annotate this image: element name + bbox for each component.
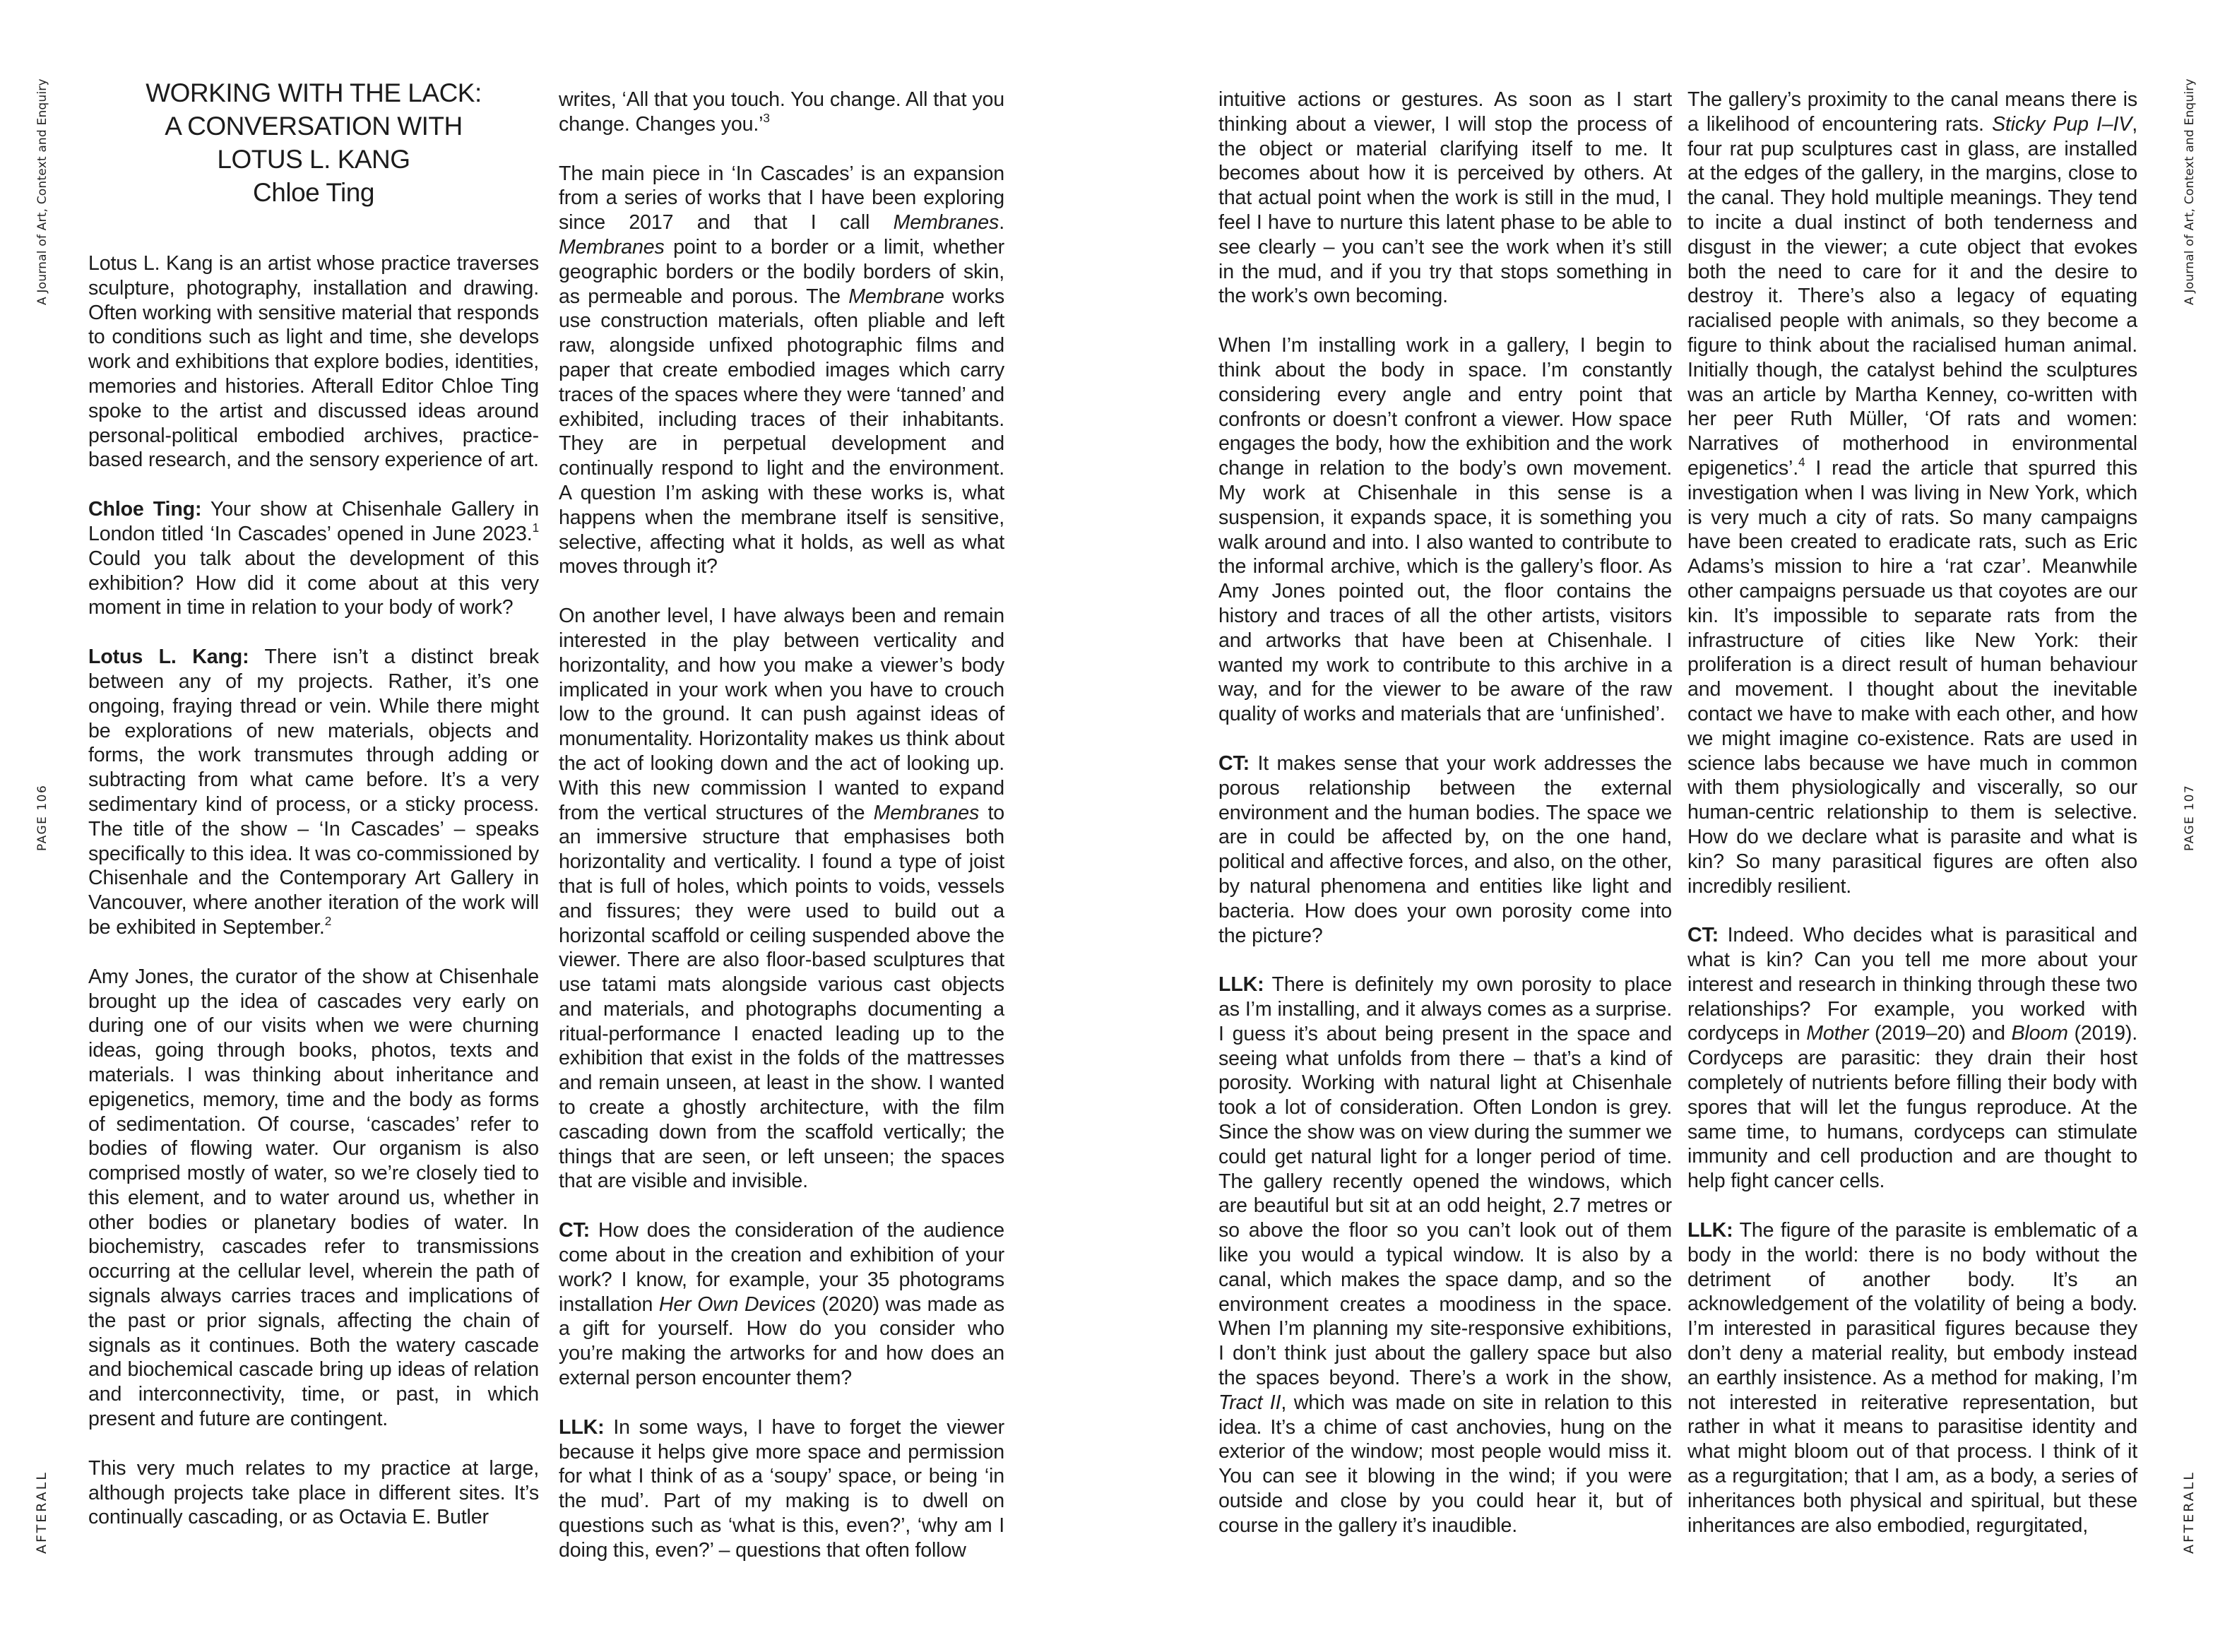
article-title-line3: LOTUS L. KANG xyxy=(217,145,410,174)
brand-mark-left: AFTERALL xyxy=(34,1470,49,1554)
page106-column1 xyxy=(88,76,539,1530)
speaker-label: CT: xyxy=(1687,924,1719,947)
paragraph-ct-q3: CT: It makes sense that your work addresses the porous relationship between the external environment and the human bodies. The space we are in could be affected by, on the one hand, political and affective forces, and also, on the other, by natural phenomena and entities like light and bacteria. How does your own porosity come into the picture? xyxy=(1218,751,1672,947)
paragraph-body: intuitive actions or gestures. As soon as I start thinking about a viewer, I will stop the process of the object or material clarifying itself to me. It becomes about how it is perceived by others. At that actual point when the work is still in the mud, I feel I have to nurture this latent phase to be able to see clearly – you can’t see the work when it’s still in the mud, and if you try that stops something in the work’s own becoming. xyxy=(1218,88,1672,308)
article-header xyxy=(88,76,539,209)
speaker-label: LLK: xyxy=(1687,1219,1733,1242)
brand-mark-right: AFTERALL xyxy=(2181,1470,2197,1554)
paragraph-ct-q1: Chloe Ting: Your show at Chisenhale Gallery in London titled ‘In Cascades’ opened in June 2023.$^1$ Could you talk about the development of this exhibition? How did it come about at this very moment in time in relation to your body of work? xyxy=(88,498,539,619)
paragraph-body: The main piece in ‘In Cascades’ is an expansion from a series of works that I have been exploring since 2017 and that I call Membranes. Membranes point to a border or a limit, whether geographic borders or the bodily borders of skin, as permeable and porous. The Membrane works use construction materials, often pliable and left raw, alongside unfixed photographic films and paper that create embodied images which carry traces of the spaces where they were ‘tanned’ and exhibited, including traces of their inhabitants. They are in perpetual development and continually respond to light and the environment. A question I’m asking with these works is, what happens when the membrane itself is sensitive, selective, affecting what it holds, as well as what moves through it? xyxy=(559,162,1004,578)
speaker-label: LLK: xyxy=(559,1415,605,1439)
page107-column2 xyxy=(1687,88,2137,1538)
paragraph-llk-a3: LLK: There is definitely my own porosity to place as I’m installing, and it always comes as a surprise. I guess it’s about being present in the space and seeing what unfolds from there – that’s a kind of porosity. Working with natural light at Chisenhale took a lot of consideration. Often London is grey. Since the show was on view during the summer we could get natural light for a longer period of time. The gallery recently opened the windows, which are beautiful but sit at an odd height, 2.7 metres or so above the floor so you can’t look out of them like you would a typical window. It is also by a canal, which makes the space damp, and so the environment creates a moodiness in the space. When I’m planning my site-responsive exhibitions, I don’t think just about the gallery space but also the spaces beyond. There’s a work in the show, Tract II, which was made on site in relation to this idea. It’s a chime of cast anchovies, hung on the exterior of the window; most people would miss it. You can see it blowing in the wind; if you were outside and close by you could hear it, but of course in the gallery it’s inaudible. xyxy=(1218,973,1672,1537)
speaker-label: Chloe Ting: xyxy=(88,498,202,521)
journal-tagline-right: A Journal of Art, Context and Enquiry xyxy=(2183,78,2197,305)
page-number-right: PAGE 107 xyxy=(2183,784,2197,851)
paragraph-ct-q2: CT: How does the consideration of the audience come about in the creation and exhibition of your work? I know, for example, your 35 photograms installation Her Own Devices (2020) was made as a gift for yourself. How do you consider who you’re making the artworks for and how does an external person encounter them? xyxy=(559,1219,1004,1390)
journal-tagline-left: A Journal of Art, Context and Enquiry xyxy=(35,78,49,305)
page-number-left: PAGE 106 xyxy=(35,784,49,851)
paragraph-ct-q4: CT: Indeed. Who decides what is parasitical and what is kin? Can you tell me more about your interest and research in thinking through these two relationships? For example, you worked with cordyceps in Mother (2019–20) and Bloom (2019). Cordyceps are parasitic: they drain their host completely of nutrients before filling their body with spores that will let the fungus reproduce. At the same time, to humans, cordyceps can stimulate immunity and cell production and are thought to help fight cancer cells. xyxy=(1687,924,2138,1193)
page107-column1 xyxy=(1218,88,1672,1538)
speaker-label: CT: xyxy=(1218,751,1250,775)
article-title-line1: WORKING WITH THE LACK: xyxy=(146,78,482,107)
paragraph-body: Amy Jones, the curator of the show at Chisenhale brought up the idea of cascades very early on during one of our visits when we were churning ideas, going through books, photos, texts and materials. I was thinking about inheritance and epigenetics, memory, time and the body as forms of sedimentation. Of course, ‘cascades’ refer to bodies of flowing water. Our organism is also comprised mostly of water, so we’re closely tied to this element, and to water around us, whether in other bodies or planetary bodies of water. In biochemistry, cascades refer to transmissions occurring at the cellular level, wherein the path of signals always carries traces and implications of the past or prior signals, affecting the chain of signals as it continues. Both the watery cascade and biochemical cascade bring up ideas of relation and interconnectivity, time, or past, in which present and future are contingent. xyxy=(88,965,539,1431)
footnote-ref-4[interactable]: 4 xyxy=(1798,454,1805,469)
paragraph-body: The gallery’s proximity to the canal means there is a likelihood of encountering rats. Sticky Pup I–IV, four rat pup sculptures cast in glass, are installed at the edges of the gallery, in the margins, close to the canal. They hold multiple meanings. They tend to incite a dual instinct of both tenderness and disgust in the viewer; a cute object that evokes both the need to care for it and the desire to destroy it. There’s also a legacy of equating racialised people with animals, so they become a figure to think about the racialised human animal. Initially though, the catalyst behind the sculptures was an article by Martha Kenney, co-written with her peer Ruth Müller, ‘Of rats and women: Narratives of motherhood in environmental epigenetics’.$^4$ I read the article that spurred this investigation when I was living in New York, which is very much a city of rats. So many campaigns have been created to eradicate rats, such as Eric Adams’s mission to hire a ‘rat czar’. Meanwhile other campaigns persuade us that coyotes are our kin. It’s impossible to separate rats from the infrastructure of cities like New York: their proliferation is a direct result of human behaviour and movement. I thought about the inevitable contact we have to make with each other, and how we might imagine co-existence. Rats are used in science labs because we have much in common with them physiologically and viscerally, so our human-centric relationship to them is selective. How do we declare what is parasite and what is kin? So many parasitical figures are often also incredibly resilient. xyxy=(1687,88,2137,898)
paragraph-body: writes, ‘All that you touch. You change. All that you change. Changes you.’$^3$ xyxy=(559,88,1004,136)
footnote-ref-3[interactable]: 3 xyxy=(763,110,770,125)
speaker-label: CT: xyxy=(559,1219,591,1242)
article-title-line2: A CONVERSATION WITH xyxy=(165,112,463,141)
paragraph-body: On another level, I have always been and remain interested in the play between verticality and horizontality, and how you make a viewer’s body implicated in your work when you have to crouch low to the ground. It can push against ideas of monumentality. Horizontality makes us think about the act of looking down and the act of looking up. With this new commission I wanted to expand from the vertical structures of the Membranes to an immersive structure that emphasises both horizontality and verticality. I found a type of joist that is full of holes, which points to voids, vessels and fissures; they were used to build out a horizontal scaffold or ceiling suspended above the viewer. There are also floor-based sculptures that use tatami mats alongside various cast objects and materials, and photographs documenting a ritual-performance I enacted leading up to the exhibition that exist in the folds of the mattresses and remain unseen, at least in the show. I wanted to create a ghostly architecture, with the film cascading down from the scaffold vertically; the things that are seen, or left unseen; the spaces that are visible and invisible. xyxy=(559,605,1004,1193)
paragraph-llk-a4: LLK: The figure of the parasite is emblematic of a body in the world: there is no body without the detriment of another body. It’s an acknowledgement of the volatility of being a body. I’m interested in parasitical figures because they don’t deny a material reality, but embody instead an earthly insistence. As a method for making, I’m not interested in reiterative representation, but rather in what it means to parasitise identity and what might bloom out of that process. I think of it as a regurgitation; that I am, as a body, a series of inheritances both physical and spiritual, but these inheritances are also embodied, regurgitated, xyxy=(1687,1219,2137,1537)
paragraph-body: When I’m installing work in a gallery, I begin to think about the body in space. I’m constantly considering every angle and entry point that confronts or doesn’t confront a viewer. How space engages the body, how the exhibition and the work change in relation to the body’s own movement. My work at Chisenhale in this sense is a suspension, it expands space, it is something you walk around and into. I also wanted to contribute to the informal archive, which is the gallery’s floor. As Amy Jones pointed out, the floor contains the history and traces of all the other artists, visitors and artworks that have been at Chisenhale. I wanted my work to contribute to this archive in a way, and for the viewer to be aware of the raw quality of works and materials that are ‘unfinished’. xyxy=(1218,334,1672,726)
page106-column2 xyxy=(559,88,1004,1563)
article-author: Chloe Ting xyxy=(253,178,374,207)
footnote-ref-1[interactable]: 1 xyxy=(532,520,539,535)
speaker-label: LLK: xyxy=(1218,973,1264,997)
article-intro: Lotus L. Kang is an artist whose practice traverses sculpture, photography, installation and drawing. Often working with sensitive material that responds to conditions such as light and time, she develops work and exhibitions that explore bodies, identities, memories and histories. Afterall Editor Chloe Ting spoke to the artist and discussed ideas around personal-political embodied archives, practice-based research, and the sensory experience of art. xyxy=(88,252,539,472)
speaker-label: Lotus L. Kang: xyxy=(88,646,249,669)
paragraph-body: This very much relates to my practice at large, although projects take place in different sites. It’s continually cascading, or as Octavia E. Butler xyxy=(88,1456,539,1529)
paragraph-llk-a1: Lotus L. Kang: There isn’t a distinct break between any of my projects. Rather, it’s one ongoing, fraying thread or vein. While there might be explorations of new materials, objects and forms, the work transmutes through adding or subtracting from what came before. It’s a very sedimentary kind of process, or a sticky process. The title of the show – ‘In Cascades’ – speaks specifically to this idea. It was co-commissioned by Chisenhale and the Contemporary Art Gallery in Vancouver, where another iteration of the work will be exhibited in September.$^2$ xyxy=(88,646,539,939)
paragraph-llk-a2: LLK: In some ways, I have to forget the viewer because it helps give more space and permission for what I think of as a ‘soupy’ space, or being ‘in the mud’. Part of my making is to dwell on questions such as ‘what is this, even?’, ‘why am I doing this, even?’ – questions that often follow xyxy=(559,1415,1004,1562)
footnote-ref-2[interactable]: 2 xyxy=(324,913,332,928)
